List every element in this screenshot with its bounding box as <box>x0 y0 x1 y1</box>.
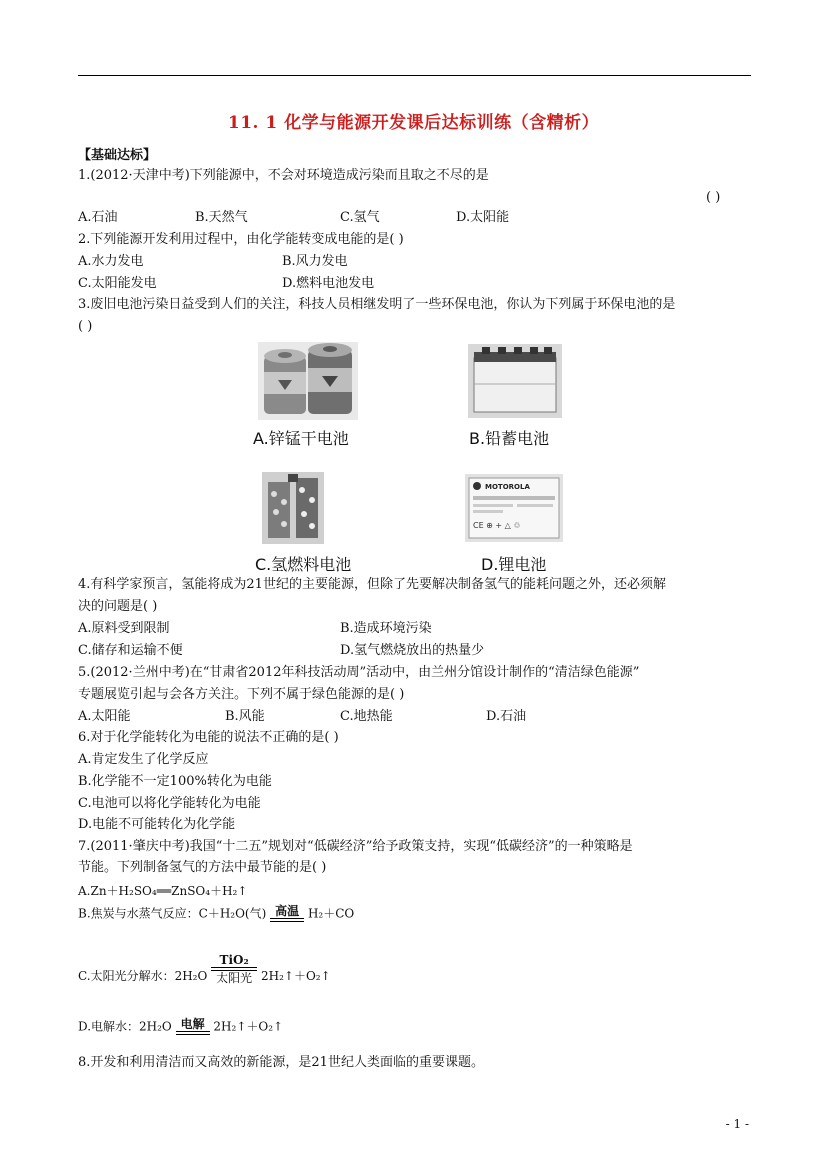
q4-opt-a: A.原料受到限制 <box>78 621 170 636</box>
q7-opt-d-pre: D.电解水：2H₂O <box>78 1019 172 1034</box>
q7-opt-c <box>78 953 331 991</box>
q2-stem: 2.下列能源开发利用过程中，由化学能转变成电能的是( ) <box>78 232 404 247</box>
q7-opt-d <box>78 1018 283 1036</box>
q5-stem-line2: 专题展览引起与会各方关注。下列不属于绿色能源的是( ) <box>78 687 405 702</box>
q5-opt-b: B.风能 <box>225 709 265 724</box>
q3-caption-d: D.锂电池 <box>481 555 547 574</box>
q1-opt-d: D.太阳能 <box>456 210 510 225</box>
q7-stem-line2: 节能。下列制备氢气的方法中最节能的是( ) <box>78 860 327 875</box>
lithium-battery-image <box>465 474 563 542</box>
q7-opt-c-post: 2H₂↑＋O₂↑ <box>260 969 331 983</box>
q1-stem: 1.(2012·天津中考)下列能源中，不会对环境造成污染而且取之不尽的是 <box>78 168 489 183</box>
section-heading: 【基础达标】 <box>78 148 157 163</box>
q2-opt-d: D.燃料电池发电 <box>282 276 375 291</box>
header-rule <box>78 75 751 76</box>
q5-stem-line1: 5.(2012·兰州中考)在“甘肃省2012年科技活动周”活动中，由兰州分馆设计制作的“清洁绿色能源” <box>78 665 640 680</box>
motorola-label-text: MOTOROLA <box>485 483 530 491</box>
q4-opt-d: D.氢气燃烧放出的热量少 <box>340 643 485 658</box>
q7-opt-c-cond-bottom: 太阳光 <box>216 971 253 985</box>
hydrogen-fuel-cell-image <box>262 472 324 544</box>
q4-stem-line2: 决的问题是( ) <box>78 599 158 614</box>
q7-opt-c-pre: C.太阳光分解水：2H₂O <box>78 969 208 983</box>
zinc-manganese-battery-image <box>258 342 358 420</box>
page-number: - 1 - <box>725 1117 749 1131</box>
q1-paren: ( ) <box>706 190 721 205</box>
q3-caption-b: B.铅蓄电池 <box>469 429 550 448</box>
q7-opt-a: A.Zn＋H₂SO₄══ZnSO₄＋H₂↑ <box>78 884 248 898</box>
q7-opt-b-pre: B.焦炭与水蒸气反应：C＋H₂O(气) <box>78 906 267 921</box>
q1-opt-c: C.氢气 <box>340 210 380 225</box>
q7-stem-line1: 7.(2011·肇庆中考)我国“十二五”规划对“低碳经济”给予政策支持，实现“低碳经济”的一种策略是 <box>78 839 633 854</box>
q3-caption-c: C.氢燃料电池 <box>255 555 352 574</box>
q1-opt-a: A.石油 <box>78 210 118 225</box>
q7-opt-d-cond-text: 电解 <box>180 1017 205 1031</box>
svg-text:CE ⊕ + △ ♲: CE ⊕ + △ ♲ <box>473 521 521 530</box>
q7-opt-b <box>78 905 354 923</box>
page-title: 11. 1 化学与能源开发课后达标训练（含精析） <box>227 113 600 133</box>
q3-stem: 3.废旧电池污染日益受到人们的关注，科技人员相继发明了一些环保电池，你认为下列属于环保电池的是 <box>78 297 676 312</box>
q6-opt-c: C.电池可以将化学能转化为电能 <box>78 796 261 811</box>
q8-stem: 8.开发和利用清洁而又高效的新能源，是21世纪人类面临的重要课题。 <box>78 1055 484 1070</box>
q6-opt-a: A.肯定发生了化学反应 <box>78 752 209 767</box>
q4-opt-c: C.储存和运输不便 <box>78 643 183 658</box>
q3-caption-a: A.锌锰干电池 <box>253 429 349 448</box>
q7-opt-b-post: H₂＋CO <box>307 906 355 921</box>
q7-opt-b-condition <box>270 905 304 923</box>
q7-opt-d-post: 2H₂↑＋O₂↑ <box>213 1019 284 1034</box>
q5-opt-a: A.太阳能 <box>78 709 131 724</box>
q2-opt-c: C.太阳能发电 <box>78 276 157 291</box>
q5-opt-c: C.地热能 <box>340 709 393 724</box>
q4-stem-line1: 4.有科学家预言，氢能将成为21世纪的主要能源，但除了先要解决制备氢气的能耗问题之外，还必须解 <box>78 577 666 592</box>
q4-opt-b: B.造成环境污染 <box>340 621 432 636</box>
q6-stem: 6.对于化学能转化为电能的说法不正确的是( ) <box>78 730 339 745</box>
q7-opt-c-condition <box>211 953 257 991</box>
q2-opt-b: B.风力发电 <box>282 254 348 269</box>
q3-paren: ( ) <box>78 319 93 334</box>
q6-opt-d: D.电能不可能转化为化学能 <box>78 817 236 832</box>
q6-opt-b: B.化学能不一定100%转化为电能 <box>78 774 272 789</box>
q1-opt-b: B.天然气 <box>195 210 248 225</box>
q2-opt-a: A.水力发电 <box>78 254 144 269</box>
q7-opt-d-condition <box>176 1018 210 1036</box>
lead-acid-battery-image <box>468 344 562 418</box>
q7-opt-b-cond-text: 高温 <box>275 904 300 918</box>
q5-opt-d: D.石油 <box>486 709 527 724</box>
q7-opt-c-cond-top: TiO₂ <box>219 953 249 967</box>
